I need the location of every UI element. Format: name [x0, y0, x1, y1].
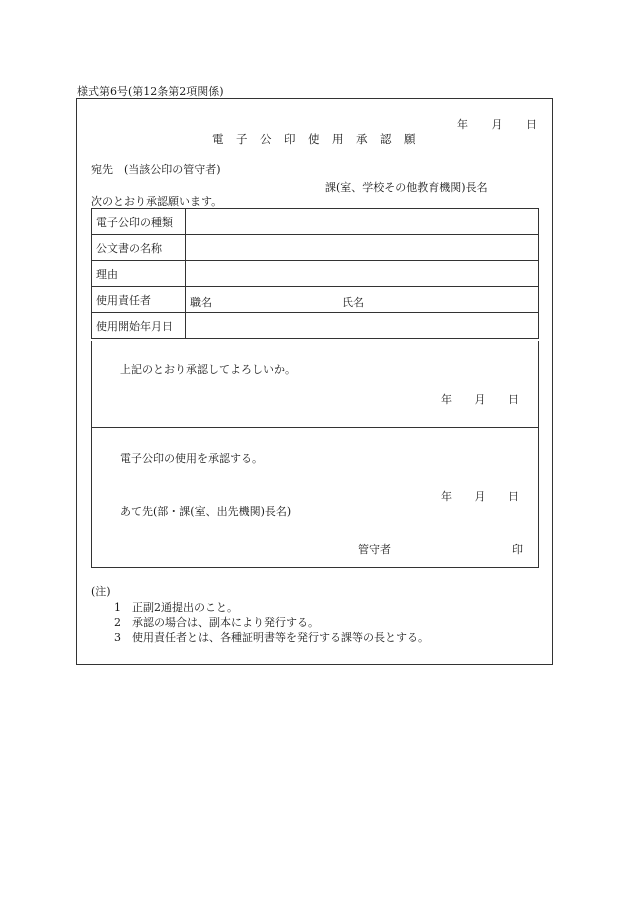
grant-box: [91, 427, 539, 568]
row-label: 公文書の名称: [96, 241, 162, 255]
table-row: [92, 209, 539, 235]
person-name-label: 氏名: [342, 296, 364, 309]
document-name-field[interactable]: [186, 235, 539, 261]
request-line: 次のとおり承認願います。: [91, 195, 223, 208]
notes-heading: (注): [91, 585, 111, 598]
month-label: 月: [474, 490, 486, 503]
seal-mark: 印: [512, 543, 523, 556]
addressee: 宛先 (当該公印の管守者): [91, 163, 221, 176]
reason-field[interactable]: [186, 261, 539, 287]
custodian-label: 管守者: [358, 543, 391, 556]
note-item: 1 正副2通提出のこと。: [114, 601, 238, 614]
row-label: 使用開始年月日: [92, 313, 186, 339]
day-label: 日: [508, 490, 519, 503]
approval-text: 上記のとおり承認してよろしいか。: [120, 363, 296, 376]
start-date-field[interactable]: [186, 313, 539, 339]
month-label: 月: [491, 118, 503, 131]
table-row: [92, 261, 539, 287]
year-label: 年: [457, 118, 468, 131]
approval-box: [91, 341, 539, 428]
grant-addressee: あて先(部・課(室、出先機関)長名): [120, 505, 292, 518]
grant-text: 電子公印の使用を承認する。: [120, 452, 263, 465]
job-title-label: 職名: [190, 296, 212, 309]
grant-date: [441, 491, 519, 502]
form-number-label: 様式第6号(第12条第2項関係): [77, 85, 224, 98]
table-row: [92, 235, 539, 261]
row-label: 使用責任者: [92, 287, 186, 313]
year-label: 年: [441, 490, 452, 503]
seal-type-field[interactable]: [186, 209, 539, 235]
row-label: 理由: [96, 267, 118, 281]
table-row: [92, 287, 539, 313]
responsible-person-field[interactable]: [186, 287, 539, 313]
request-date: [457, 119, 537, 130]
month-label: 月: [474, 393, 486, 406]
info-table: [91, 208, 539, 339]
form-title: 電子公印使用承認願: [212, 132, 428, 146]
note-item: 2 承認の場合は、副本により発行する。: [114, 616, 319, 629]
note-item: 3 使用責任者とは、各種証明書等を発行する課等の長とする。: [114, 631, 429, 644]
row-label: 電子公印の種類: [92, 209, 186, 235]
day-label: 日: [526, 118, 537, 131]
day-label: 日: [508, 393, 519, 406]
approval-date: [441, 394, 519, 405]
table-row: [92, 313, 539, 339]
year-label: 年: [441, 393, 452, 406]
division-head: 課(室、学校その他教育機関)長名: [325, 181, 488, 194]
